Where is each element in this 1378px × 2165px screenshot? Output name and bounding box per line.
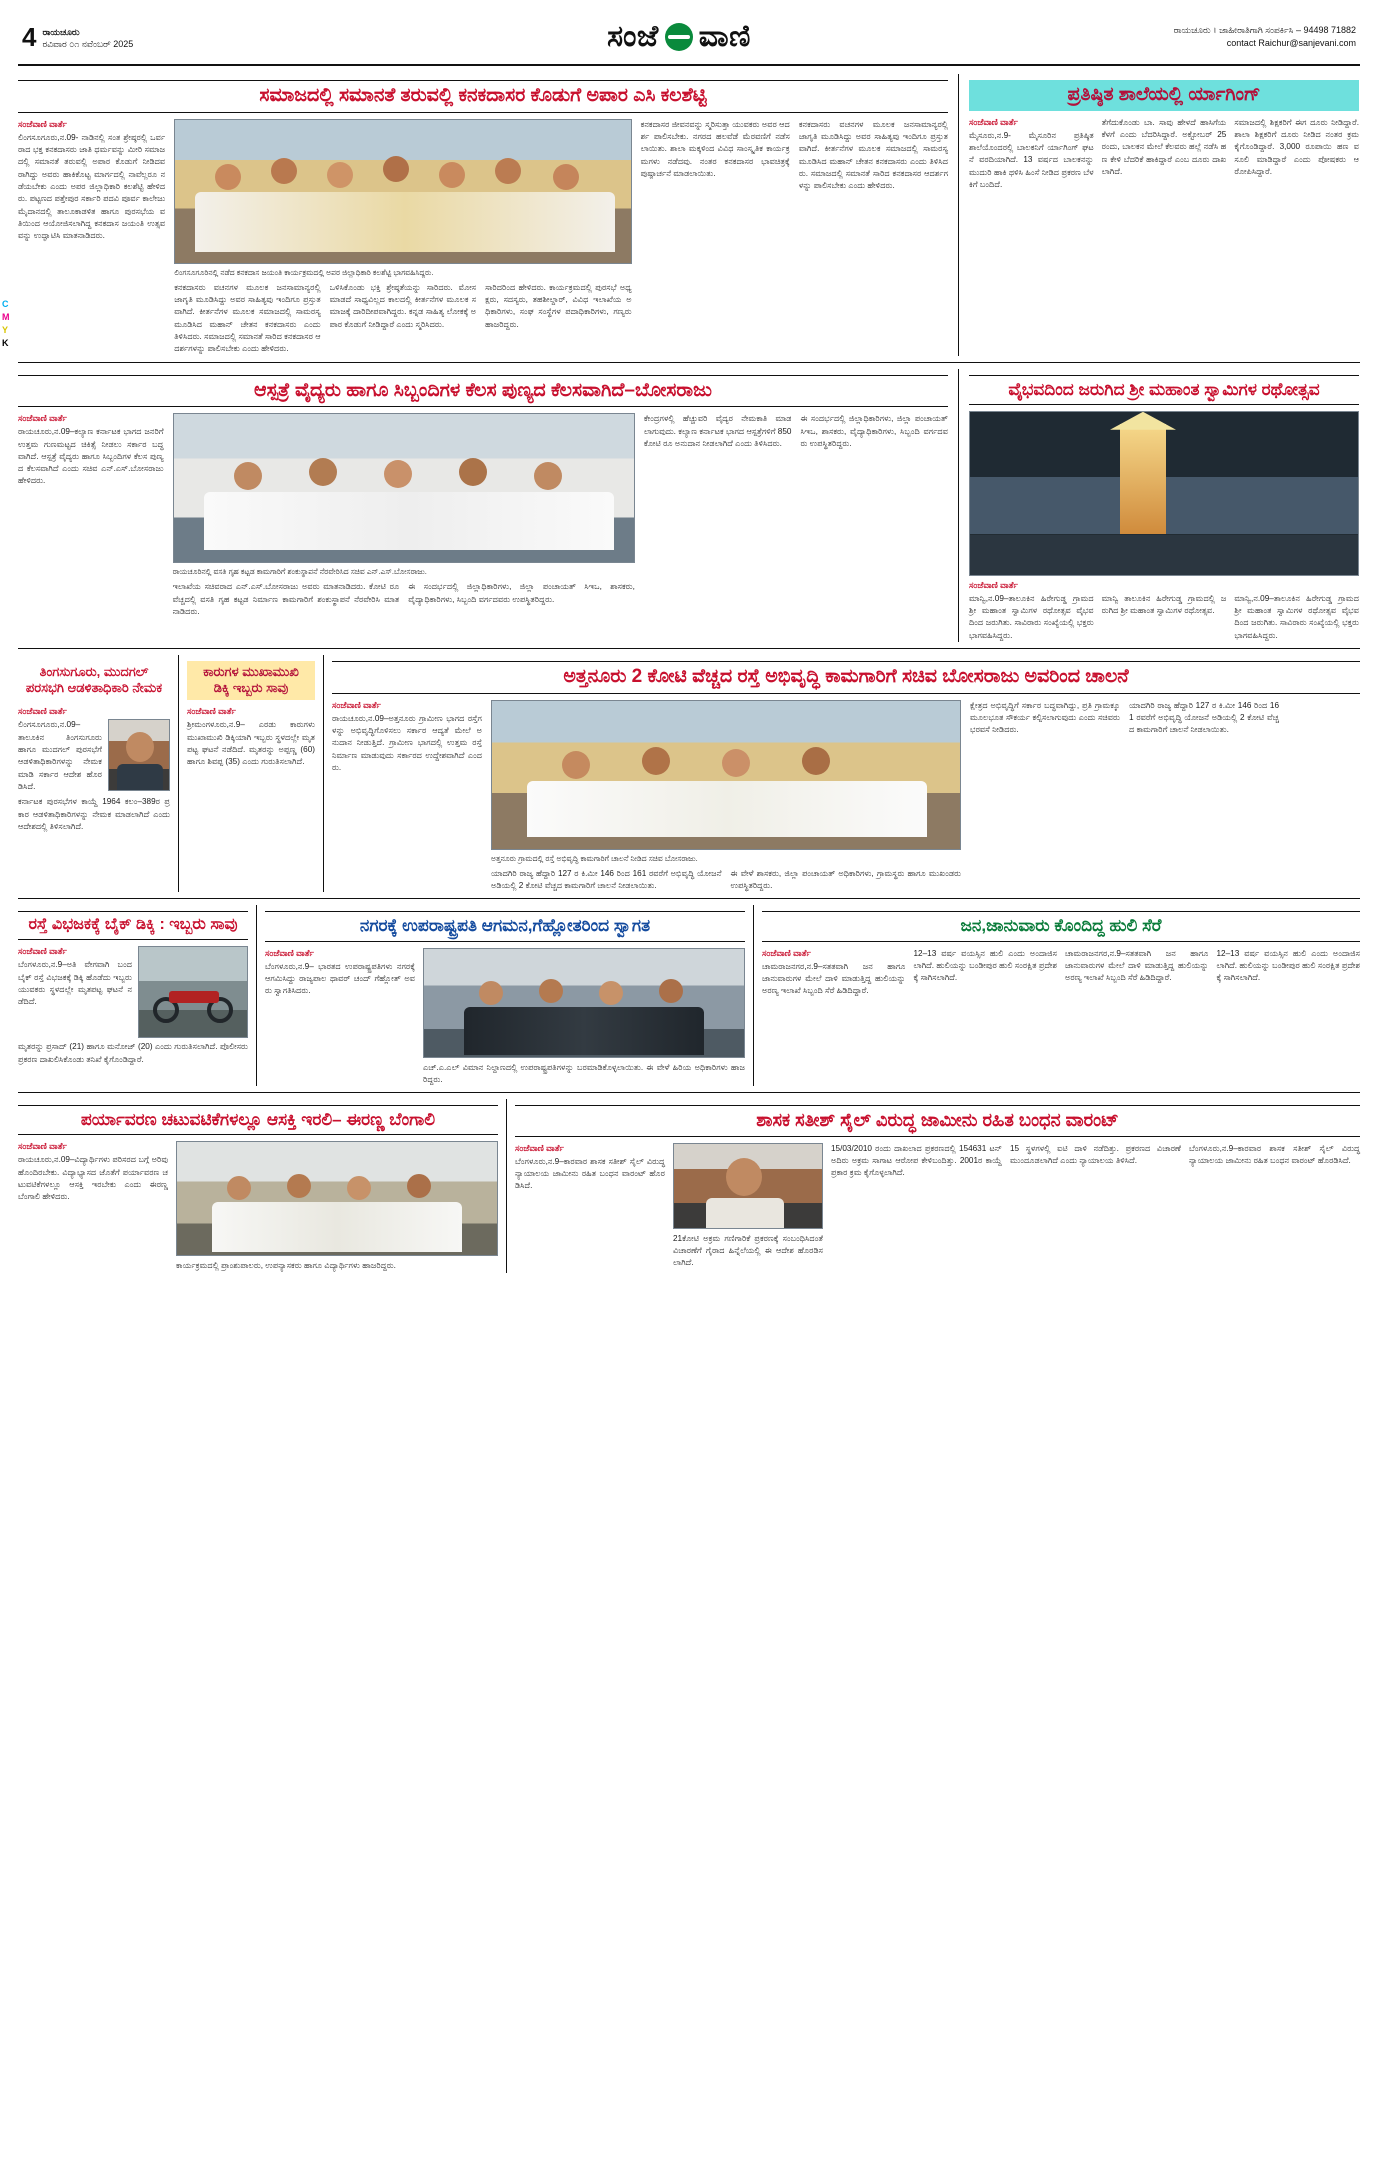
- dikki-col1: ಶ್ರೀಮಂಗಳೂರು,ನ.9– ಎರಡು ಕಾರುಗಳು ಮುಖಾಮುಖಿ ಡಿಕ್ಕಿಯಾಗಿ ಇಬ್ಬರು ಸ್ಥಳದಲ್ಲೇ ಮೃತಪಟ್ಟ ಘಟನೆ ನಡೆದಿದೆ. ಮೃತರನ್ನು ಅಪ್ಪಣ್ಣ (60) ಹಾಗೂ ಶಿವಪ್ಪ (35) ಎಂದು ಗುರುತಿಸಲಾಗಿದೆ.: [187, 720, 315, 767]
- story-warrant: [515, 1099, 1360, 1273]
- byline-huli: ಸಂಜೆವಾಣಿ ವಾರ್ತೆ: [762, 947, 811, 958]
- aspatre-col2: ಇಲಾಖೆಯ ಸಚಿವರಾದ ಎನ್.ಎಸ್.ಬೋಸರಾಜು ಅವರು ಮಾತನಾಡಿದರು. ಕೋಟಿ ರೂ ವೆಚ್ಚದಲ್ಲಿ ವಸತಿ ಗೃಹ ಕಟ್ಟಡ ನಿರ್ಮಾಣ ಕಾಮಗಾರಿಗೆ ಶಂಕುಸ್ಥಾಪನೆ ನೆರವೇರಿಸಿ ಮಾತನಾಡಿದರು.: [172, 582, 400, 616]
- story-body-col5: ಕನಕದಾಸರ ಜೀವನವನ್ನು ಸ್ಮರಿಸುತ್ತಾ ಯುವಕರು ಅವರ ಆದರ್ಶ ಪಾಲಿಸಬೇಕು. ನಗರದ ಹಲವೆಡೆ ಮೆರವಣಿಗೆ ನಡೆಸಲಾಯಿತು. ಶಾಲಾ ಮಕ್ಕಳಿಂದ ವಿವಿಧ ಸಾಂಸ್ಕೃತಿಕ ಕಾರ್ಯಕ್ರಮಗಳು ನಡೆದವು. ನಂತರ ಕನಕದಾಸರ ಭಾವಚಿತ್ರಕ್ಕೆ ಪುಷ್ಪಾರ್ಚನೆ ಮಾಡಲಾಯಿತು.: [640, 119, 790, 178]
- photo-vice-president-arrival: [423, 948, 745, 1058]
- aspatre-col2b: ಈ ಸಂದರ್ಭದಲ್ಲಿ ಜಿಲ್ಲಾಧಿಕಾರಿಗಳು, ಜಿಲ್ಲಾ ಪಂಚಾಯತ್ ಸಿಇಒ, ಶಾಸಕರು, ವೈದ್ಯಾಧಿಕಾರಿಗಳು, ಸಿಬ್ಬಂದಿ ವರ್ಗದವರು ಉಪಸ್ಥಿತರಿದ್ದರು.: [408, 582, 635, 604]
- story-body-col1: ಲಿಂಗಸೂಗೂರು,ನ.09- ನಾಡಿನಲ್ಲಿ ಸಂತ ಶ್ರೇಷ್ಠರಲ್ಲಿ ಒರ್ವರಾದ ಭಕ್ತ ಕನಕದಾಸರು ಜಾತಿ ಧರ್ಮವನ್ನು ಮೀರಿ ಸಮಾಜದಲ್ಲಿ ಸಮಾನತೆ ತರುವಲ್ಲಿ ಅಪಾರ ಕೊಡುಗೆ ನೀಡಿದವರಾಗಿದ್ದು ಅವರು ಹಾಕಿಕೊಟ್ಟ ಮಾರ್ಗದಲ್ಲಿ ನಾವೆಲ್ಲರೂ ನಡೆಯಬೇಕು ಎಂದು ಅಪರ ಜಿಲ್ಲಾಧಿಕಾರಿ ಕಲಶೆಟ್ಟಿ ಹೇಳಿದರು. ಪಟ್ಟಣದ ಪತ್ತೇಪುರ ಸರ್ಕಾರಿ ಪದವಿ ಪೂರ್ವ ಕಾಲೇಜು ಮೈದಾನದಲ್ಲಿ ತಾಲೂಕಾಡಳಿತ ಹಾಗೂ ಪುರಸಭೆಯ ವತಿಯಿಂದ ಆಯೋಜಿಸಲಾಗಿದ್ದ ಕನಕದಾಸ ಜಯಂತಿ ಉತ್ಸವವನ್ನು ಉದ್ಘಾಟಿಸಿ ಮಾತನಾಡಿದರು.: [18, 132, 166, 241]
- story-body-col3: ಒಳಿಸಿಕೊಂಡು ಭಕ್ತಿ ಶ್ರೇಷ್ಠತೆಯನ್ನು ಸಾರಿದರು. ಮೋಸ ಮಾಡದೆ ಸಾಧ್ಯವಿಲ್ಲದ ಕಾಲದಲ್ಲಿ ಕೀರ್ತನೆಗಳ ಮೂಲಕ ಸಮಾಜಕ್ಕೆ ದಾರಿದೀಪವಾಗಿದ್ದರು. ಕನ್ನಡ ಸಾಹಿತ್ಯ ಲೋಕಕ್ಕೆ ಅಪಾರ ಕೊಡುಗೆ ನೀಡಿದ್ದಾರೆ ಎಂದು ಸ್ಮರಿಸಿದರು.: [329, 282, 477, 329]
- rathotsava-col2: ಮಾನ್ವಿ ತಾಲೂಕಿನ ಹಿರೇಗುಡ್ಡ ಗ್ರಾಮದಲ್ಲಿ ಜರುಗಿದ ಶ್ರೀ ಮಹಾಂತ ಸ್ವಾಮಿಗಳ ರಥೋತ್ಸವ.: [1101, 593, 1227, 616]
- story-ragging: [969, 74, 1359, 356]
- huli-col1: ಚಾಮರಾಜನಗರ,ನ.9–ಸತತವಾಗಿ ಜನ ಹಾಗೂ ಜಾನುವಾರುಗಳ ಮೇಲೆ ದಾಳಿ ಮಾಡುತ್ತಿದ್ದ ಹುಲಿಯನ್ನು ಅರಣ್ಯ ಇಲಾಖೆ ಸಿಬ್ಬಂದಿ ಸೆರೆ ಹಿಡಿದಿದ್ದಾರೆ.: [762, 961, 906, 996]
- ragging-col3: ಸಮಾಜದಲ್ಲಿ ಶಿಕ್ಷಕರಿಗೆ ಈಗ ದೂರು ನೀಡಿದ್ದಾರೆ. ಶಾಲಾ ಶಿಕ್ಷಕರಿಗೆ ದೂರು ನೀಡಿದ ನಂತರ ಕ್ರಮ ಕೈಗೊಂಡಿದ್ದಾರೆ. 3,000 ರೂಪಾಯಿ ಹಣ ವಸೂಲಿ ಮಾಡಿದ್ದಾರೆ ಎಂದು ಪೋಷಕರು ಆರೋಪಿಸಿದ್ದಾರೆ.: [1234, 117, 1360, 176]
- cmyk-y: Y: [2, 324, 9, 335]
- headline-manarabhagi-l2: ಪರಸಭಗಿ ಆಡಳಿತಾಧಿಕಾರಿ ನೇಮಕ: [25, 680, 163, 696]
- caption-atthanur: ಅತ್ತನೂರು ಗ್ರಾಮದಲ್ಲಿ ರಸ್ತೆ ಅಭಿವೃದ್ಧಿ ಕಾಮಗಾರಿಗೆ ಚಾಲನೆ ನೀಡಿದ ಸಚಿವ ಬೋಸರಾಜು.: [491, 853, 698, 863]
- headline-aspatre: ಆಸ್ಪತ್ರೆ ವೈದ್ಯರು ಹಾಗೂ ಸಿಬ್ಬಂದಿಗಳ ಕೆಲಸ ಪುಣ್ಯದ ಕೆಲಸವಾಗಿದೆ–ಬೋಸರಾಜು: [18, 375, 948, 408]
- headline-samajadalli: ಸಮಾಜದಲ್ಲಿ ಸಮಾನತೆ ತರುವಲ್ಲಿ ಕನಕದಾಸರ ಕೊಡುಗೆ ಅಪಾರ ಎಸಿ ಕಲಶೆಟ್ಟಿ: [18, 80, 948, 113]
- caption-samajadalli: ಲಿಂಗಸೂಗೂರಿನಲ್ಲಿ ನಡೆದ ಕನಕದಾಸ ಜಯಂತಿ ಕಾರ್ಯಕ್ರಮದಲ್ಲಿ ಅಪರ ಜಿಲ್ಲಾಧಿಕಾರಿ ಕಲಶೆಟ್ಟಿ ಭಾಗವಹಿಸಿದ್ದರು.: [174, 267, 434, 277]
- byline: ಸಂಜೆವಾಣಿ ವಾರ್ತೆ: [18, 118, 67, 129]
- manarabhagi-col1: ಲಿಂಗಸೂಗೂರು,ನ.09– ತಾಲೂಕಿನ ತಿಂಗಸುಗೂರು ಹಾಗೂ ಮುದಗಲ್ ಪುರಸಭೆಗೆ ಆಡಳಿತಾಧಿಕಾರಿಗಳನ್ನು ನೇಮಕ ಮಾಡಿ ಸರ್ಕಾರ ಆದೇಶ ಹೊರಡಿಸಿದೆ.: [18, 720, 102, 791]
- byline-aspatre: ಸಂಜೆವಾಣಿ ವಾರ್ತೆ: [18, 413, 67, 424]
- story-manarabhagi: [18, 655, 170, 892]
- upa-col2: ಎಚ್.ಎ.ಎಲ್ ವಿಮಾನ ನಿಲ್ದಾಣದಲ್ಲಿ ಉಪರಾಷ್ಟ್ರಪತಿಗಳನ್ನು ಬರಮಾಡಿಕೊಳ್ಳಲಾಯಿತು. ಈ ವೇಳೆ ಹಿರಿಯ ಅಧಿಕಾರಿಗಳು ಹಾಜರಿದ್ದರು.: [423, 1062, 745, 1084]
- byline-dikki: ಸಂಜೆವಾಣಿ ವಾರ್ತೆ: [187, 706, 236, 717]
- section-rule-4: [18, 1092, 1360, 1093]
- headline-dikki-l1: ಕಾರುಗಳ ಮುಖಾಮುಖಿ: [203, 663, 299, 679]
- headline-ragging: ಪ್ರತಿಷ್ಠಿತ ಶಾಲೆಯಲ್ಲಿ ರ್ಯಾಗಿಂಗ್: [969, 80, 1359, 111]
- story-upa: [265, 905, 745, 1086]
- cmyk-c: C: [2, 299, 9, 309]
- edition-city: ರಾಯಚೂರು: [42, 26, 80, 37]
- story-body-col4: ಸಾರಿದರಿಂದ ಹೇಳಿದರು. ಕಾರ್ಯಕ್ರಮದಲ್ಲಿ ಪುರಸಭೆ ಅಧ್ಯಕ್ಷರು, ಸದಸ್ಯರು, ತಹಶೀಲ್ದಾರ್, ವಿವಿಧ ಇಲಾಖೆಯ ಅಧಿಕಾರಿಗಳು, ಸಂಘ ಸಂಸ್ಥೆಗಳ ಪದಾಧಿಕಾರಿಗಳು, ಗಣ್ಯರು ಹಾಜರಿದ್ದರು.: [485, 282, 632, 329]
- photo-rathotsava: [969, 411, 1359, 576]
- row-2: [18, 369, 1360, 642]
- photo-hospital-event: [173, 413, 635, 563]
- byline-upa: ಸಂಜೆವಾಣಿ ವಾರ್ತೆ: [265, 947, 314, 958]
- section-rule-2: [18, 648, 1360, 649]
- aspatre-col3: ಕೇಂದ್ರಗಳಲ್ಲಿ ಹೆಚ್ಚುವರಿ ವೈದ್ಯರ ನೇಮಕಾತಿ ಮಾಡಲಾಗುವುದು. ಕಲ್ಯಾಣ ಕರ್ನಾಟಕ ಭಾಗದ ಆಸ್ಪತ್ರೆಗಳಿಗೆ 850 ಕೋಟಿ ರೂ ಅನುದಾನ ನೀಡಲಾಗಿದೆ ಎಂದು ತಿಳಿಸಿದರು.: [643, 414, 792, 448]
- paryavarana-col2: ಕಾರ್ಯಕ್ರಮದಲ್ಲಿ ಪ್ರಾಂಶುಪಾಲರು, ಉಪನ್ಯಾಸಕರು ಹಾಗೂ ವಿದ್ಯಾರ್ಥಿಗಳು ಹಾಜರಿದ್ದರು.: [176, 1261, 396, 1271]
- story-samajadalli: [18, 74, 948, 356]
- ragging-col1: ಮೈಸೂರು,ನ.9- ಮೈಸೂರಿನ ಪ್ರತಿಷ್ಠಿತ ಶಾಲೆಯೊಂದರಲ್ಲಿ ಬಾಲಕನಿಗೆ ರ್ಯಾಗಿಂಗ್ ಘಟನೆ ವರದಿಯಾಗಿದೆ. 13 ವರ್ಷದ ಬಾಲಕನನ್ನು ಮುದುರಿ ಹಾಕಿ ಥಳಿಸಿ ಹಿಂಸೆ ನೀಡಿದ ಪ್ರಕರಣ ಬೆಳಕಿಗೆ ಬಂದಿದೆ.: [969, 130, 1094, 189]
- photo-bike-accident: [138, 946, 248, 1038]
- story-body-col2: ಕನಕದಾಸರು ವಚನಗಳ ಮೂಲಕ ಜನಸಾಮಾನ್ಯರಲ್ಲಿ ಜಾಗೃತಿ ಮೂಡಿಸಿದ್ದು ಅವರ ಸಾಹಿತ್ಯವು ಇಂದಿಗೂ ಪ್ರಸ್ತುತವಾಗಿದೆ. ಕೀರ್ತನೆಗಳ ಮೂಲಕ ಸಮಾಜದಲ್ಲಿ ಸಾಮರಸ್ಯ ಮೂಡಿಸಿದ ಮಹಾನ್ ಚೇತನ ಕನಕದಾಸರು ಎಂದು ತಿಳಿಸಿದರು. ಸಮಾಜದಲ್ಲಿ ಸಮಾನತೆ ಸಾರಿದ ಕನಕದಾಸರ ಆದರ್ಶಗಳನ್ನು ಪಾಲಿಸಬೇಕು ಎಂದು ಹೇಳಿದರು.: [174, 282, 321, 354]
- masthead-edition: [42, 24, 133, 50]
- row-1: [18, 74, 1360, 356]
- headline-dikki-l2: ಡಿಕ್ಕಿ ಇಬ್ಬರು ಸಾವು: [213, 680, 289, 696]
- photo-road-inauguration: [491, 700, 961, 850]
- contact-email: contact Raichur@sanjevani.com: [1226, 38, 1356, 48]
- headline-warrant: ಶಾಸಕ ಸತೀಶ್ ಸೈಲ್ ವಿರುದ್ಧ ಜಾಮೀನು ರಹಿತ ಬಂಧನ ವಾರಂಟ್: [515, 1105, 1360, 1137]
- byline-atthanur: ಸಂಜೆವಾಣಿ ವಾರ್ತೆ: [332, 699, 381, 710]
- cmyk-m: M: [2, 311, 10, 322]
- headline-upa: ನಗರಕ್ಕೆ ಉಪರಾಷ್ಟ್ರಪತಿ ಆಗಮನ,ಗೆಹ್ಲೋತರಿಂದ ಸ್ವಾಗತ: [265, 911, 745, 941]
- story-rathotsava: [969, 369, 1359, 642]
- atthanur-col5: ಯಾದಗಿರಿ ರಾಜ್ಯ ಹೆದ್ದಾರಿ 127 ರ ಕಿ.ಮೀ 146 ರಿಂದ 161 ರವರೆಗೆ ಅಭಿವೃದ್ಧಿ ಯೋಜನೆ ಅಡಿಯಲ್ಲಿ 2 ಕೋಟಿ ವೆಚ್ಚದ ಕಾಮಗಾರಿಗೆ ಚಾಲನೆ ನೀಡಲಾಯಿತು.: [1129, 700, 1279, 735]
- rathotsava-col3: ಮಾನ್ವಿ,ನ.09–ತಾಲೂಕಿನ ಹಿರೇಗುಡ್ಡ ಗ್ರಾಮದ ಶ್ರೀ ಮಹಾಂತ ಸ್ವಾಮಿಗಳ ರಥೋತ್ಸವ ವೈಭವದಿಂದ ಜರುಗಿತು. ಸಾವಿರಾರು ಸಂಖ್ಯೆಯಲ್ಲಿ ಭಕ್ತರು ಭಾಗವಹಿಸಿದ್ದರು.: [1234, 593, 1360, 640]
- edition-date: ರವಿವಾರ ೦೧ ನವೆಂಬರ್ 2025: [42, 39, 134, 49]
- warrant-col4: 15 ಸ್ಥಳಗಳಲ್ಲಿ ಐಟಿ ದಾಳಿ ನಡೆದಿತ್ತು. ಪ್ರಕರಣದ ವಿಚಾರಣೆ ಮುಂದೂಡಲಾಗಿದೆ ಎಂದು ನ್ಯಾಯಾಲಯ ತಿಳಿಸಿದೆ.: [1010, 1143, 1181, 1165]
- column-divider-3: [178, 655, 179, 892]
- logo-text-right: ವಾಣಿ: [698, 20, 751, 53]
- byline-ragging: ಸಂಜೆವಾಣಿ ವಾರ್ತೆ: [969, 116, 1018, 127]
- upa-col1: ಬೆಂಗಳೂರು,ನ.9– ಭಾರತದ ಉಪರಾಷ್ಟ್ರಪತಿಗಳು ನಗರಕ್ಕೆ ಆಗಮಿಸಿದ್ದು ರಾಜ್ಯಪಾಲ ಥಾವರ್ ಚಂದ್ ಗೆಹ್ಲೋತ್ ಅವರು ಸ್ವಾಗತಿಸಿದರು.: [265, 961, 415, 996]
- newspaper-logo: [607, 20, 751, 54]
- headline-manarabhagi-l1: ತಿಂಗಸುಗೂರು, ಮುದಗಲ್: [39, 663, 149, 679]
- masthead: [18, 14, 1360, 66]
- column-divider-2: [958, 369, 959, 642]
- page-number: 4: [22, 21, 37, 52]
- column-divider: [958, 74, 959, 356]
- atthanur-col2: ಯಾದಗಿರಿ ರಾಜ್ಯ ಹೆದ್ದಾರಿ 127 ರ ಕಿ.ಮೀ 146 ರಿಂದ 161 ರವರೆಗೆ ಅಭಿವೃದ್ಧಿ ಯೋಜನೆ ಅಡಿಯಲ್ಲಿ 2 ಕೋಟಿ ವೆಚ್ಚದ ಕಾಮಗಾರಿಗೆ ಚಾಲನೆ ನೀಡಲಾಯಿತು.: [491, 868, 722, 891]
- column-divider-7: [506, 1099, 507, 1273]
- atthanur-col4: ಕ್ಷೇತ್ರದ ಅಭಿವೃದ್ಧಿಗೆ ಸರ್ಕಾರ ಬದ್ಧವಾಗಿದ್ದು, ಪ್ರತಿ ಗ್ರಾಮಕ್ಕೂ ಮೂಲಭೂತ ಸೌಕರ್ಯ ಕಲ್ಪಿಸಲಾಗುವುದು ಎಂದು ಸಚಿವರು ಭರವಸೆ ನೀಡಿದರು.: [970, 700, 1120, 735]
- section-rule-1: [18, 362, 1360, 363]
- warrant-col3: 15/03/2010 ರಂದು ದಾಖಲಾದ ಪ್ರಕರಣದಲ್ಲಿ 154631 ಟನ್ ಅದಿರು ಅಕ್ರಮ ಸಾಗಾಟ ಆರೋಪ ಕೇಳಿಬಂದಿತ್ತು. 2001ರ ಕಾಯ್ದೆ ಪ್ರಕಾರ ಕ್ರಮ ಕೈಗೊಳ್ಳಲಾಗಿದೆ.: [831, 1143, 1002, 1178]
- ad-contact-line: ರಾಯಚೂರು । ಜಾಹೀರಾತಿಗಾಗಿ ಸಂಪರ್ಕಿಸಿ – 94498 71882: [1173, 24, 1356, 35]
- huli-col3: ಚಾಮರಾಜನಗರ,ನ.9–ಸತತವಾಗಿ ಜನ ಹಾಗೂ ಜಾನುವಾರುಗಳ ಮೇಲೆ ದಾಳಿ ಮಾಡುತ್ತಿದ್ದ ಹುಲಿಯನ್ನು ಅರಣ್ಯ ಇಲಾಖೆ ಸಿಬ್ಬಂದಿ ಸೆರೆ ಹಿಡಿದಿದ್ದಾರೆ.: [1065, 948, 1209, 983]
- story-bike: [18, 905, 248, 1086]
- story-dikki: [187, 655, 315, 892]
- story-atthanur: [332, 655, 1360, 892]
- story-body-col6: ಕನಕದಾಸರು ವಚನಗಳ ಮೂಲಕ ಜನಸಾಮಾನ್ಯರಲ್ಲಿ ಜಾಗೃತಿ ಮೂಡಿಸಿದ್ದು ಅವರ ಸಾಹಿತ್ಯವು ಇಂದಿಗೂ ಪ್ರಸ್ತುತವಾಗಿದೆ. ಕೀರ್ತನೆಗಳ ಮೂಲಕ ಸಮಾಜದಲ್ಲಿ ಸಾಮರಸ್ಯ ಮೂಡಿಸಿದ ಮಹಾನ್ ಚೇತನ ಕನಕದಾಸರು ಎಂದು ತಿಳಿಸಿದರು. ಸಮಾಜದಲ್ಲಿ ಸಮಾನತೆ ಸಾರಿದ ಕನಕದಾಸರ ಆದರ್ಶಗಳನ್ನು ಪಾಲಿಸಬೇಕು ಎಂದು ಹೇಳಿದರು.: [798, 119, 948, 191]
- warrant-col5: ಬೆಂಗಳೂರು,ನ.9–ಕಾರವಾರ ಶಾಸಕ ಸತೀಶ್ ಸೈಲ್ ವಿರುದ್ಧ ನ್ಯಾಯಾಲಯ ಜಾಮೀನು ರಹಿತ ಬಂಧನ ವಾರಂಟ್ ಹೊರಡಿಸಿದೆ.: [1189, 1143, 1360, 1165]
- photo-environment-event: [176, 1141, 498, 1256]
- globe-icon: [665, 23, 693, 51]
- photo-portrait-officer: [108, 719, 170, 791]
- aspatre-col4: ಈ ಸಂದರ್ಭದಲ್ಲಿ ಜಿಲ್ಲಾಧಿಕಾರಿಗಳು, ಜಿಲ್ಲಾ ಪಂಚಾಯತ್ ಸಿಇಒ, ಶಾಸಕರು, ವೈದ್ಯಾಧಿಕಾರಿಗಳು, ಸಿಬ್ಬಂದಿ ವರ್ಗದವರು ಉಪಸ್ಥಿತರಿದ್ದರು.: [800, 414, 948, 448]
- huli-col4: 12–13 ವರ್ಷ ವಯಸ್ಸಿನ ಹುಲಿ ಎಂದು ಅಂದಾಜಿಸಲಾಗಿದೆ. ಹುಲಿಯನ್ನು ಬಂಡೀಪುರ ಹುಲಿ ಸಂರಕ್ಷಿತ ಪ್ರದೇಶಕ್ಕೆ ಸಾಗಿಸಲಾಗಿದೆ.: [1216, 948, 1360, 983]
- story-paryavarana: [18, 1099, 498, 1273]
- paryavarana-col1: ರಾಯಚೂರು,ನ.09–ವಿದ್ಯಾರ್ಥಿಗಳು ಪರಿಸರದ ಬಗ್ಗೆ ಅರಿವು ಹೊಂದಿರಬೇಕು. ವಿದ್ಯಾಭ್ಯಾಸದ ಜೊತೆಗೆ ಪರ್ಯಾವರಣ ಚಟುವಟಿಕೆಗಳಲ್ಲೂ ಆಸಕ್ತಿ ಇರಬೇಕು ಎಂದು ಈರಣ್ಣ ಬೆಂಗಾಲಿ ಹೇಳಿದರು.: [18, 1155, 168, 1202]
- warrant-col2: 21ಕೋಟಿ ಅಕ್ರಮ ಗಣಿಗಾರಿಕೆ ಪ್ರಕರಣಕ್ಕೆ ಸಂಬಂಧಿಸಿದಂತೆ ವಿಚಾರಣೆಗೆ ಗೈರಾದ ಹಿನ್ನೆಲೆಯಲ್ಲಿ ಈ ಆದೇಶ ಹೊರಡಿಸಲಾಗಿದೆ.: [673, 1233, 823, 1268]
- atthanur-col1: ರಾಯಚೂರು,ನ.09–ಅತ್ತನೂರು ಗ್ರಾಮೀಣ ಭಾಗದ ರಸ್ತೆಗಳನ್ನು ಅಭಿವೃದ್ಧಿಗೊಳಿಸಲು ಸರ್ಕಾರ ಆದ್ಯತೆ ಮೇಲೆ ಅನುದಾನ ನೀಡುತ್ತಿದೆ. ಗ್ರಾಮೀಣ ಭಾಗದಲ್ಲಿ ಉತ್ತಮ ರಸ್ತೆ ನಿರ್ಮಾಣ ಮಾಡುವುದು ಸರ್ಕಾರದ ಉದ್ದೇಶವಾಗಿದೆ ಎಂದರು.: [332, 713, 482, 772]
- masthead-logo: [262, 20, 1096, 54]
- row-4: [18, 905, 1360, 1086]
- rathotsava-col1: ಮಾನ್ವಿ,ನ.09–ತಾಲೂಕಿನ ಹಿರೇಗುಡ್ಡ ಗ್ರಾಮದ ಶ್ರೀ ಮಹಾಂತ ಸ್ವಾಮಿಗಳ ರಥೋತ್ಸವ ವೈಭವದಿಂದ ಜರುಗಿತು. ಸಾವಿರಾರು ಸಂಖ್ಯೆಯಲ್ಲಿ ಭಕ್ತರು ಭಾಗವಹಿಸಿದ್ದರು.: [969, 593, 1094, 640]
- section-rule-3: [18, 898, 1360, 899]
- headline-atthanur: ಅತ್ತನೂರು 2 ಕೋಟಿ ವೆಚ್ಚದ ರಸ್ತೆ ಅಭಿವೃದ್ಧಿ ಕಾಮಗಾರಿಗೆ ಸಚಿವ ಬೋಸರಾಜು ಅವರಿಂದ ಚಾಲನೆ: [332, 661, 1360, 694]
- headline-huli: ಜನ,ಜಾನುವಾರು ಕೊಂದಿದ್ದ ಹುಲಿ ಸೆರೆ: [762, 911, 1360, 941]
- masthead-left: [22, 21, 262, 52]
- column-divider-4: [323, 655, 324, 892]
- aspatre-col1: ರಾಯಚೂರು,ನ.09–ಕಲ್ಯಾಣ ಕರ್ನಾಟಕ ಭಾಗದ ಜನರಿಗೆ ಉತ್ತಮ ಗುಣಮಟ್ಟದ ಚಿಕಿತ್ಸೆ ನೀಡಲು ಸರ್ಕಾರ ಬದ್ಧವಾಗಿದೆ. ಆಸ್ಪತ್ರೆ ವೈದ್ಯರು ಹಾಗೂ ಸಿಬ್ಬಂದಿಗಳ ಕೆಲಸ ಪುಣ್ಯದ ಕೆಲಸವಾಗಿದೆ ಎಂದು ಸಚಿವ ಎನ್.ಎಸ್.ಬೋಸರಾಜು ಹೇಳಿದರು.: [18, 427, 164, 486]
- headline-paryavarana: ಪರ್ಯಾವರಣ ಚಟುವಟಿಕೆಗಳಲ್ಲೂ ಆಸಕ್ತಿ ಇರಲಿ– ಈರಣ್ಣ ಬೆಂಗಾಲಿ: [18, 1105, 498, 1135]
- bike-col1: ಬೆಂಗಳೂರು,ನ.9–ಅತಿ ವೇಗವಾಗಿ ಬಂದ ಬೈಕ್ ರಸ್ತೆ ವಿಭಜಕಕ್ಕೆ ಡಿಕ್ಕಿ ಹೊಡೆದು ಇಬ್ಬರು ಯುವಕರು ಸ್ಥಳದಲ್ಲೇ ಮೃತಪಟ್ಟ ಘಟನೆ ನಡೆದಿದೆ.: [18, 960, 132, 1007]
- byline-rathotsava: ಸಂಜೆವಾಣಿ ವಾರ್ತೆ: [969, 579, 1018, 590]
- atthanur-col3: ಈ ವೇಳೆ ಶಾಸಕರು, ಜಿಲ್ಲಾ ಪಂಚಾಯತ್ ಅಧಿಕಾರಿಗಳು, ಗ್ರಾಮಸ್ಥರು ಹಾಗೂ ಮುಖಂಡರು ಉಪಸ್ಥಿತರಿದ್ದರು.: [730, 868, 961, 891]
- cmyk-registration-bar: [2, 300, 10, 349]
- byline-paryavarana: ಸಂಜೆವಾಣಿ ವಾರ್ತೆ: [18, 1141, 67, 1152]
- row-5: [18, 1099, 1360, 1273]
- column-divider-6: [753, 905, 754, 1086]
- story-aspatre: [18, 369, 948, 642]
- story-huli: [762, 905, 1360, 1086]
- warrant-col1: ಬೆಂಗಳೂರು,ನ.9–ಕಾರವಾರ ಶಾಸಕ ಸತೀಶ್ ಸೈಲ್ ವಿರುದ್ಧ ನ್ಯಾಯಾಲಯ ಜಾಮೀನು ರಹಿತ ಬಂಧನ ವಾರಂಟ್ ಹೊರಡಿಸಿದೆ.: [515, 1156, 665, 1191]
- bike-col2: ಮೃತರನ್ನು ಪ್ರಸಾದ್ (21) ಹಾಗೂ ಮನೋಜ್ (20) ಎಂದು ಗುರುತಿಸಲಾಗಿದೆ. ಪೊಲೀಸರು ಪ್ರಕರಣ ದಾಖಲಿಸಿಕೊಂಡು ತನಿಖೆ ಕೈಗೊಂಡಿದ್ದಾರೆ.: [18, 1042, 248, 1064]
- row-3: [18, 655, 1360, 892]
- byline-manarabhagi: ಸಂಜೆವಾಣಿ ವಾರ್ತೆ: [18, 706, 67, 717]
- headline-rathotsava: ವೈಭವದಿಂದ ಜರುಗಿದ ಶ್ರೀ ಮಹಾಂತ ಸ್ವಾಮಿಗಳ ರಥೋತ್ಸವ: [969, 375, 1359, 405]
- caption-aspatre: ರಾಯಚೂರಿನಲ್ಲಿ ವಸತಿ ಗೃಹ ಕಟ್ಟಡ ಕಾಮಗಾರಿಗೆ ಶಂಕುಸ್ಥಾಪನೆ ನೆರವೇರಿಸಿದ ಸಚಿವ ಎನ್.ಎಸ್.ಬೋಸರಾಜು.: [172, 567, 427, 577]
- huli-col2: 12–13 ವರ್ಷ ವಯಸ್ಸಿನ ಹುಲಿ ಎಂದು ಅಂದಾಜಿಸಲಾಗಿದೆ. ಹುಲಿಯನ್ನು ಬಂಡೀಪುರ ಹುಲಿ ಸಂರಕ್ಷಿತ ಪ್ರದೇಶಕ್ಕೆ ಸಾಗಿಸಲಾಗಿದೆ.: [913, 948, 1057, 983]
- ragging-col2: ತೆಗೆದುಕೊಂಡು ಬಾ. ಸಾವು ಹೇಳದೆ ಹಾಸಿಗೆಯ ಕೆಳಗೆ ಎಂದು ಬೆದರಿಸಿದ್ದಾರೆ. ಅಕ್ಟೋಬರ್ 25 ರಂದು, ಬಾಲಕನ ಮೇಲೆ ಕೆಲವರು ಹಲ್ಲೆ ನಡೆಸಿ ಹಣ ಕೇಳಿ ಬೆದರಿಕೆ ಹಾಕಿದ್ದಾರೆ ಎಂಬ ದೂರು ದಾಖಲಾಗಿದೆ.: [1101, 117, 1227, 176]
- headline-bike: ರಸ್ತೆ ವಿಭಜಕಕ್ಕೆ ಬೈಕ್ ಡಿಕ್ಕಿ : ಇಬ್ಬರು ಸಾವು: [18, 911, 248, 940]
- photo-kanakadasa-event: [174, 119, 631, 264]
- manarabhagi-col2: ಕರ್ನಾಟಕ ಪುರಸಭೆಗಳ ಕಾಯ್ದೆ 1964 ಕಲಂ–389ರ ಪ್ರಕಾರ ಆಡಳಿತಾಧಿಕಾರಿಗಳನ್ನು ನೇಮಕ ಮಾಡಲಾಗಿದೆ ಎಂದು ಆದೇಶದಲ್ಲಿ ತಿಳಿಸಲಾಗಿದೆ.: [18, 797, 170, 831]
- masthead-right: [1096, 24, 1356, 51]
- byline-bike: ಸಂಜೆವಾಣಿ ವಾರ್ತೆ: [18, 946, 67, 957]
- cmyk-k: K: [2, 337, 9, 348]
- column-divider-5: [256, 905, 257, 1086]
- photo-portrait-mla: [673, 1143, 823, 1229]
- logo-text-left: ಸಂಜೆ: [607, 20, 659, 53]
- byline-warrant: ಸಂಜೆವಾಣಿ ವಾರ್ತೆ: [515, 1142, 564, 1153]
